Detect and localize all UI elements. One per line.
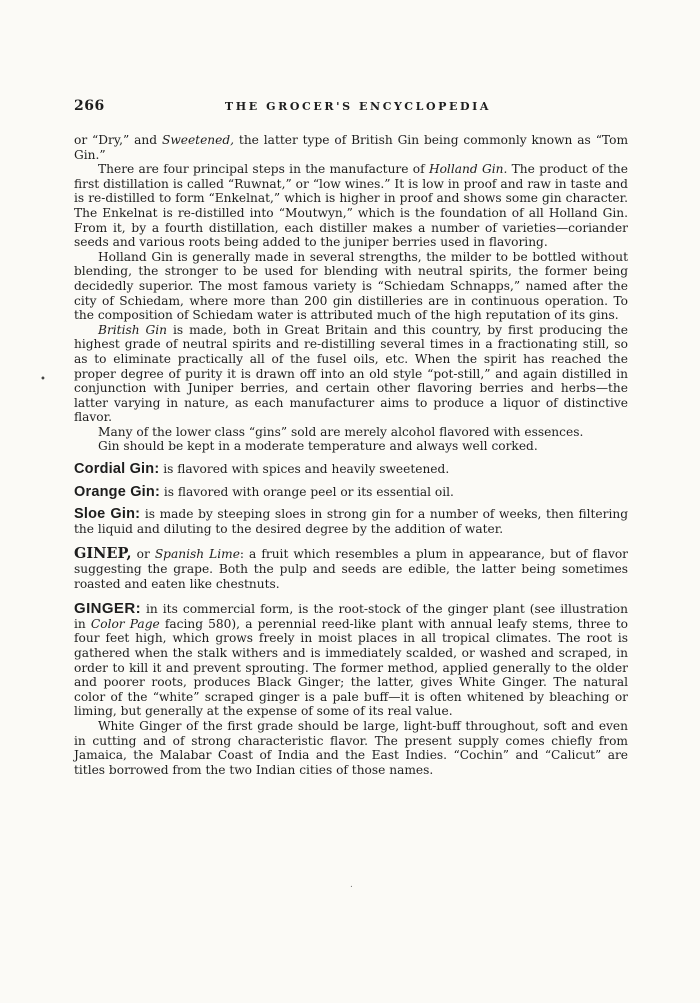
- text-run: or “Dry,” and: [74, 133, 162, 147]
- entry-text: is flavored with orange peel or its essential oil.: [160, 484, 454, 499]
- entry-orange-gin: [74, 485, 628, 500]
- entry-text: in its commercial form, is the root-stock of the ginger plant (see illustration in: [74, 602, 628, 631]
- entry-text: is made by steeping sloes in strong gin for a number of weeks, then filtering the liquid and diluting to the desired degree by the addition of water.: [74, 507, 628, 536]
- paragraph-lower-class-gins: Many of the lower class “gins” sold are merely alcohol flavored with essences.: [98, 424, 584, 439]
- entry-text: : a fruit which resembles a plum in appearance, but of flavor suggesting the grape. Both the pulp and seeds are edible, the latter being sometimes roasted and eaten like chestnuts.: [74, 547, 628, 591]
- entry-heading: Orange Gin:: [74, 483, 160, 500]
- italic-term: British Gin: [98, 322, 168, 337]
- italic-term: Sweetened,: [161, 133, 235, 147]
- page-header: [74, 98, 628, 116]
- text-run: There are four principal steps in the manufacture of: [98, 162, 429, 177]
- italic-term: Spanish Lime: [154, 547, 240, 562]
- entry-ginep: [74, 547, 628, 591]
- entry-text: is flavored with spices and heavily sweetened.: [159, 462, 450, 477]
- text-run: The product of the first distillation is called “Ruwnat,” or “low wines.” It is low in proof and raw in taste and is re-distilled to form “Enkelnat,” which is higher in proof and shows some gin character. The Enkelnat is re-distilled into “Moutwyn,” which is the foundation of all Holland Gin. From it, by a fourth distillation, each distiller makes a number of varieties—coriander seeds and various roots being added to the juniper berries used in flavoring.: [74, 162, 628, 250]
- text-run: the latter type of British Gin being commonly known as “Tom Gin.”: [74, 133, 628, 162]
- italic-term: Holland Gin.: [428, 162, 508, 177]
- bottom-dot: .: [350, 880, 353, 890]
- entry-heading: GINEP,: [74, 545, 132, 563]
- entry-heading: GINGER:: [74, 600, 141, 618]
- paragraph-holland-strengths: Holland Gin is generally made in several strengths, the milder to be bottled without blending, the stronger to be used for blending with neutral spirits, the former being decidedly superior. The most famous variety is “Schiedam Schnapps,” named after the city of Schiedam, where more than 200 gin distilleries are in continuous operation. To the composition of Schiedam water is attributed much of the high reputation of its gins.: [74, 249, 628, 323]
- running-title: THE GROCER'S ENCYCLOPEDIA: [224, 100, 492, 113]
- italic-term: Color Page: [90, 616, 160, 631]
- entry-text: facing 580), a perennial reed-like plant with annual leafy stems, three to four feet high, which grows freely in moist places in all tropical climates. The root is gathered when the stalk withers and is immediately scalded, or washed and scraped, in order to kill it and prevent sprouting. The former method, applied generally to the older and poorer roots, produces Black Ginger; the latter, gives White Ginger. The natural color of the “white” scraped ginger is a pale buff—it is often whitened by bleaching or liming, but generally at the expense of some of its real value.: [74, 616, 629, 719]
- paragraph-storage: Gin should be kept in a moderate temperature and always well corked.: [98, 439, 538, 454]
- text-run: or: [131, 547, 155, 562]
- entry-ginger: [74, 602, 628, 719]
- page-number: 266: [74, 98, 105, 114]
- paragraph-holland-process: [74, 162, 628, 250]
- entry-heading: Cordial Gin:: [74, 461, 160, 478]
- paragraph-white-ginger: White Ginger of the first grade should be large, light-buff throughout, soft and even in cutting and of strong characteristic flavor. The present supply comes chiefly from Jamaica, the Malabar Coast of India and the East Indies. “Cochin” and “Calicut” are titles borrowed from the two Indian cities of those names.: [74, 718, 628, 777]
- entry-sloe-gin: [74, 507, 628, 536]
- paragraph-continuation: [74, 133, 628, 162]
- entry-cordial-gin: [74, 462, 628, 477]
- paragraph-british-gin: [74, 323, 628, 425]
- page-body: [74, 133, 628, 777]
- margin-dot: •: [40, 374, 46, 385]
- text-run: is made, both in Great Britain and this country, by first producing the highest grade of neutral spirits and re-distilling several times in a fractionating still, so as to eliminate practically all of the fusel oils, etc. When the spirit has reached the proper degree of purity it is drawn off into an old style “pot-still,” and again distilled in conjunction with Juniper berries, and certain other flavoring berries and herbs—the latter varying in nature, as each manufacturer aims to produce a liquor of distinctive flavor.: [74, 322, 628, 425]
- entry-heading: Sloe Gin:: [74, 506, 141, 523]
